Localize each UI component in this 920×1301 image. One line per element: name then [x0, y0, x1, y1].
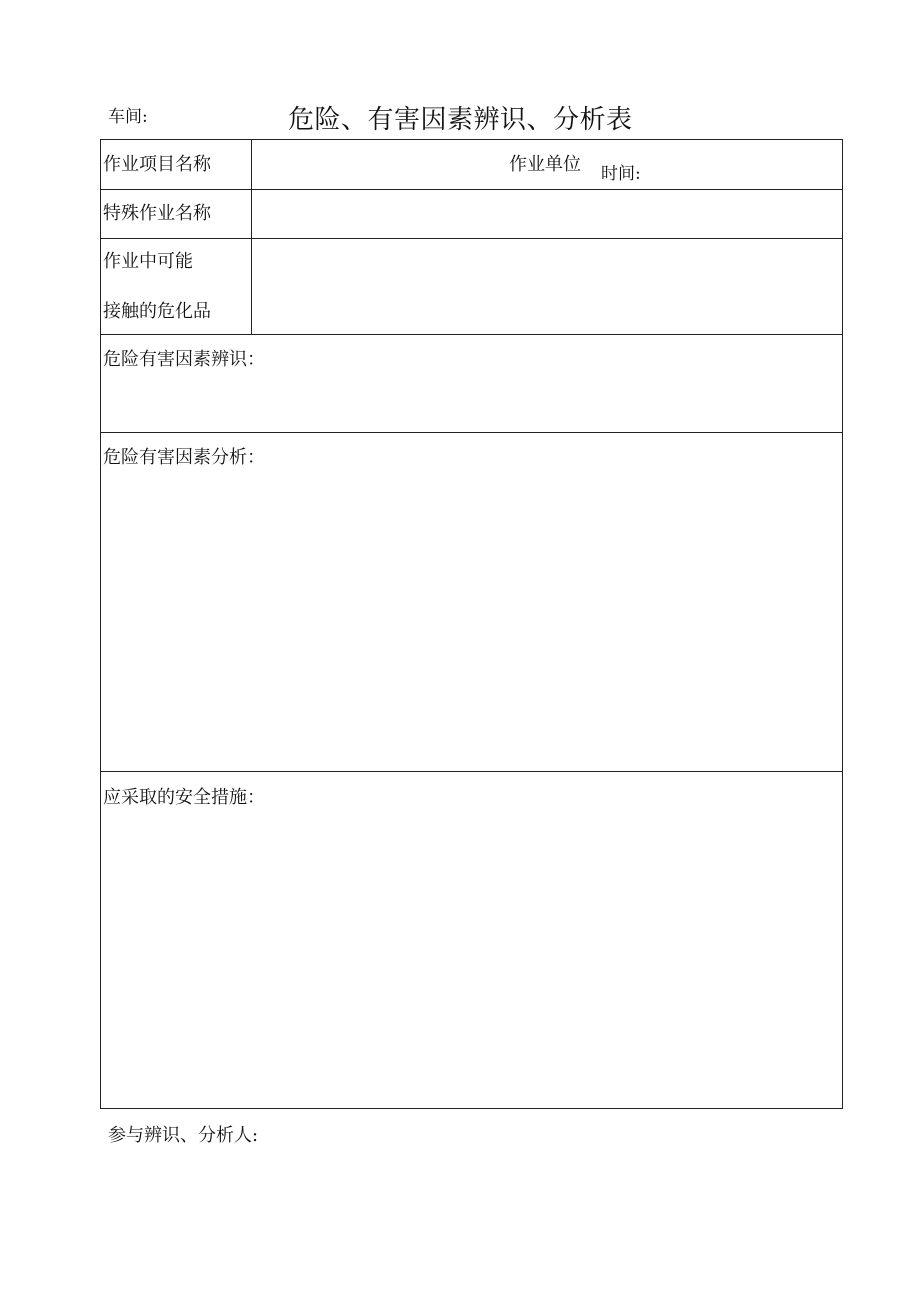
chemicals-label-cell [101, 239, 252, 334]
job-name-label: 作业项目名称 [103, 154, 211, 175]
job-name-label-cell [101, 140, 252, 189]
hazard-analysis-label: 危险有害因素分析： [103, 447, 265, 468]
participants-label: 参与辨识、分析人: [108, 1125, 259, 1146]
chemicals-row [101, 239, 842, 335]
hazard-identification-row [101, 335, 842, 433]
chemicals-label-line1: 作业中可能 [103, 251, 193, 272]
hazard-analysis-form [100, 139, 843, 1109]
special-job-row [101, 190, 842, 239]
workshop-label: 车间: [108, 107, 148, 127]
time-label: 时间: [601, 164, 641, 184]
hazard-identification-label: 危险有害因素辨识： [103, 349, 265, 370]
job-name-row [101, 140, 842, 190]
chemicals-label-line2: 接触的危化品 [103, 301, 211, 322]
safety-measures-label: 应采取的安全措施： [103, 787, 265, 808]
special-job-label: 特殊作业名称 [103, 203, 211, 224]
safety-measures-row [101, 772, 842, 1108]
hazard-analysis-row [101, 433, 842, 772]
document-title: 危险、有害因素辨识、分析表 [288, 105, 633, 135]
special-job-label-cell [101, 190, 252, 238]
job-unit-label: 作业单位 [509, 154, 581, 175]
